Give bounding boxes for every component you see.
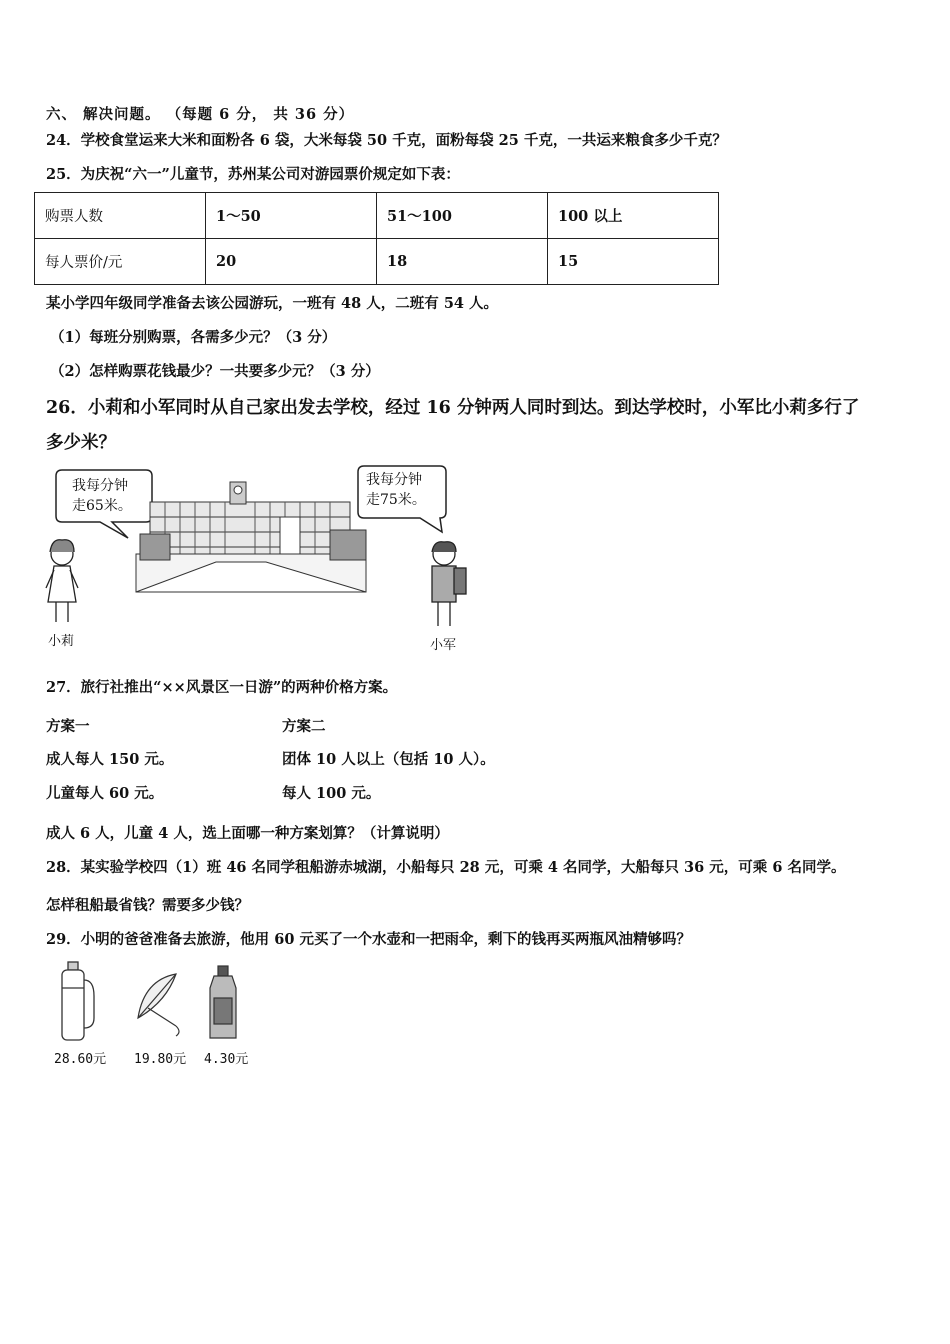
table-cell: 每人票价/元 (35, 239, 206, 285)
plan1-line2: 儿童每人 60 元。 (46, 785, 164, 802)
school-walk-illustration (40, 462, 480, 657)
kettle-icon (62, 962, 94, 1040)
table-cell: 购票人数 (35, 193, 206, 239)
question-27-ask: 成人 6 人，儿童 4 人，选上面哪一种方案划算？（计算说明） (46, 825, 449, 842)
question-25-part1: （1）每班分别购票，各需多少元？（3 分） (50, 329, 337, 346)
question-29: 29．小明的爸爸准备去旅游，他用 60 元买了一个水壶和一把雨伞，剩下的钱再买两瓶风油精够吗？ (46, 931, 691, 948)
name-xiaoli: 小莉 (48, 634, 75, 649)
table-row (35, 193, 719, 239)
name-xiaojun: 小军 (430, 638, 457, 653)
shopping-items (48, 958, 258, 1068)
question-28-line2: 怎样租船最省钱？需要多少钱？ (46, 897, 249, 914)
question-25-intro: 25．为庆祝“六一”儿童节，苏州某公司对游园票价规定如下表： (46, 166, 460, 183)
plan1-title: 方案一 (46, 718, 90, 735)
price-oil: 4.30元 (204, 1052, 249, 1067)
table-cell: 100 以上 (548, 193, 719, 239)
table-cell: 51～100 (377, 193, 548, 239)
section-title: 六、 解决问题。 （每题 6 分， 共 36 分） (46, 106, 355, 123)
speech-bubble-left-text: 我每分钟 走65米。 (72, 478, 132, 514)
question-25-context: 某小学四年级同学准备去该公园游玩，一班有 48 人，二班有 54 人。 (46, 295, 499, 312)
umbrella-icon (138, 974, 179, 1036)
question-25-part2: （2）怎样购票花钱最少？一共要多少元？（3 分） (50, 363, 380, 380)
oil-bottle-icon (210, 966, 236, 1038)
table-cell: 1～50 (206, 193, 377, 239)
girl-xiaoli-icon (46, 540, 78, 622)
plan1-line1: 成人每人 150 元。 (46, 751, 174, 768)
question-27-intro: 27．旅行社推出“××风景区一日游”的两种价格方案。 (46, 679, 398, 696)
price-umbrella: 19.80元 (134, 1052, 187, 1067)
boy-xiaojun-icon (432, 542, 466, 626)
table-cell: 15 (548, 239, 719, 285)
price-kettle: 28.60元 (54, 1052, 107, 1067)
question-24: 24．学校食堂运来大米和面粉各 6 袋，大米每袋 50 千克，面粉每袋 25 千克，一共运来粮食多少千克？ (46, 132, 727, 149)
question-26-line1: 26．小莉和小军同时从自己家出发去学校，经过 16 分钟两人同时到达。到达学校时，小军比小莉多行了 (46, 398, 860, 418)
table-row (35, 239, 719, 285)
plan2-line1: 团体 10 人以上（包括 10 人）。 (282, 751, 495, 768)
plan2-title: 方案二 (282, 718, 326, 735)
question-28-line1: 28．某实验学校四（1）班 46 名同学租船游赤城湖，小船每只 28 元，可乘 4 名同学，大船每只 36 元，可乘 6 名同学。 (46, 859, 846, 876)
ticket-price-table (34, 192, 719, 285)
question-26-line2: 多少米？ (46, 433, 116, 453)
table-cell: 18 (377, 239, 548, 285)
table-cell: 20 (206, 239, 377, 285)
school-building-icon (136, 482, 366, 592)
speech-bubble-right-text: 我每分钟 走75米。 (366, 472, 426, 508)
plan2-line2: 每人 100 元。 (282, 785, 381, 802)
